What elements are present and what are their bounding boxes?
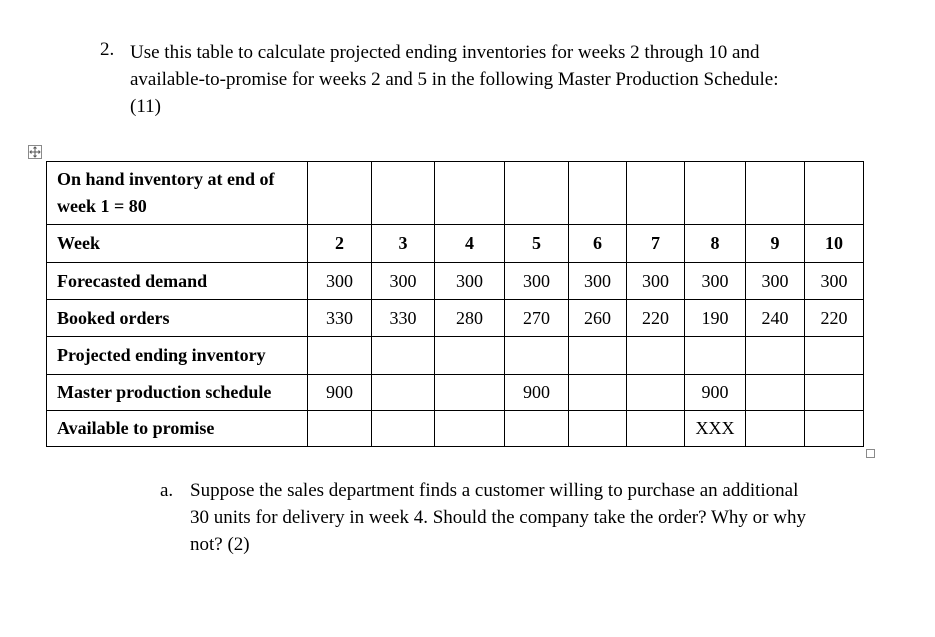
table-row-available-to-promise [47,411,864,447]
table-cell[interactable] [685,337,746,375]
table-cell[interactable]: 220 [627,300,685,337]
table-cell[interactable] [308,411,372,447]
table-move-handle-icon[interactable] [28,145,42,159]
table-cell[interactable] [372,411,435,447]
table-cell[interactable] [569,162,627,225]
table-cell[interactable] [746,162,805,225]
table-row-booked-orders [47,300,864,337]
table-cell[interactable]: 300 [435,263,505,300]
table-cell[interactable]: 4 [435,225,505,263]
table-cell[interactable]: 260 [569,300,627,337]
table-cell[interactable]: 300 [372,263,435,300]
question-line: Use this table to calculate projected ending inventories for weeks 2 through 10 and [130,42,760,63]
table-cell[interactable]: 240 [746,300,805,337]
table-cell[interactable] [805,162,864,225]
table-cell[interactable]: 280 [435,300,505,337]
subquestion-line: Suppose the sales department finds a customer willing to purchase an additional [190,480,799,501]
table-cell[interactable] [505,411,569,447]
table-cell[interactable]: 900 [685,375,746,411]
table-cell[interactable]: 330 [372,300,435,337]
table-cell[interactable]: 300 [685,263,746,300]
table-cell[interactable] [805,375,864,411]
row-label: Booked orders [47,300,308,337]
table-cell[interactable] [746,337,805,375]
table-cell[interactable] [505,162,569,225]
table-cell[interactable] [435,162,505,225]
table-cell[interactable] [569,411,627,447]
subquestion-line: not? (2) [190,534,250,555]
table-cell[interactable] [308,337,372,375]
table-cell[interactable]: 300 [627,263,685,300]
table-cell[interactable]: 330 [308,300,372,337]
row-label: Master production schedule [47,375,308,411]
row-label: Week [47,225,308,263]
table-cell[interactable] [627,375,685,411]
table-cell[interactable] [435,411,505,447]
table-cell[interactable] [805,411,864,447]
question-line: (11) [130,96,161,117]
table-cell[interactable] [435,375,505,411]
table-cell[interactable]: 6 [569,225,627,263]
table-row-projected-ending-inventory [47,337,864,375]
table-cell[interactable] [569,337,627,375]
table-cell[interactable] [746,411,805,447]
table-cell[interactable] [372,162,435,225]
table-cell[interactable] [627,162,685,225]
table-cell[interactable]: XXX [685,411,746,447]
question-line: available-to-promise for weeks 2 and 5 in the following Master Production Schedule: [130,69,779,90]
table-cell[interactable]: 270 [505,300,569,337]
table-cell[interactable] [372,375,435,411]
row-label: Projected ending inventory [47,337,308,375]
question-number: 2. [100,39,115,60]
table-row-week [47,225,864,263]
table-cell[interactable]: 900 [505,375,569,411]
table-cell[interactable]: 190 [685,300,746,337]
table-header-row [47,162,864,225]
subquestion-letter: a. [160,480,174,501]
table-cell[interactable] [746,375,805,411]
table-cell[interactable]: 10 [805,225,864,263]
table-cell[interactable] [569,375,627,411]
table-cell[interactable]: 2 [308,225,372,263]
table-cell[interactable]: 9 [746,225,805,263]
table-cell[interactable]: 7 [627,225,685,263]
question-text [130,39,850,120]
table-cell[interactable]: 900 [308,375,372,411]
table-cell[interactable]: 3 [372,225,435,263]
subquestion-text [190,477,870,558]
mps-table[interactable] [46,161,864,447]
row-label: Available to promise [47,411,308,447]
table-cell[interactable] [627,411,685,447]
table-row-forecasted-demand [47,263,864,300]
table-resize-handle[interactable] [866,449,875,458]
table-cell[interactable] [685,162,746,225]
table-cell[interactable] [805,337,864,375]
table-cell[interactable] [627,337,685,375]
table-cell[interactable] [308,162,372,225]
table-cell[interactable]: 300 [505,263,569,300]
table-cell[interactable]: 5 [505,225,569,263]
on-hand-inventory-label: On hand inventory at end of week 1 = 80 [47,162,308,225]
table-cell[interactable] [435,337,505,375]
table-cell[interactable]: 8 [685,225,746,263]
table-cell[interactable]: 220 [805,300,864,337]
table-cell[interactable]: 300 [308,263,372,300]
table-row-master-production-schedule [47,375,864,411]
subquestion-line: 30 units for delivery in week 4. Should the company take the order? Why or why [190,507,806,528]
table-cell[interactable]: 300 [746,263,805,300]
row-label: Forecasted demand [47,263,308,300]
table-cell[interactable]: 300 [569,263,627,300]
table-cell[interactable] [372,337,435,375]
table-cell[interactable] [505,337,569,375]
table-cell[interactable]: 300 [805,263,864,300]
